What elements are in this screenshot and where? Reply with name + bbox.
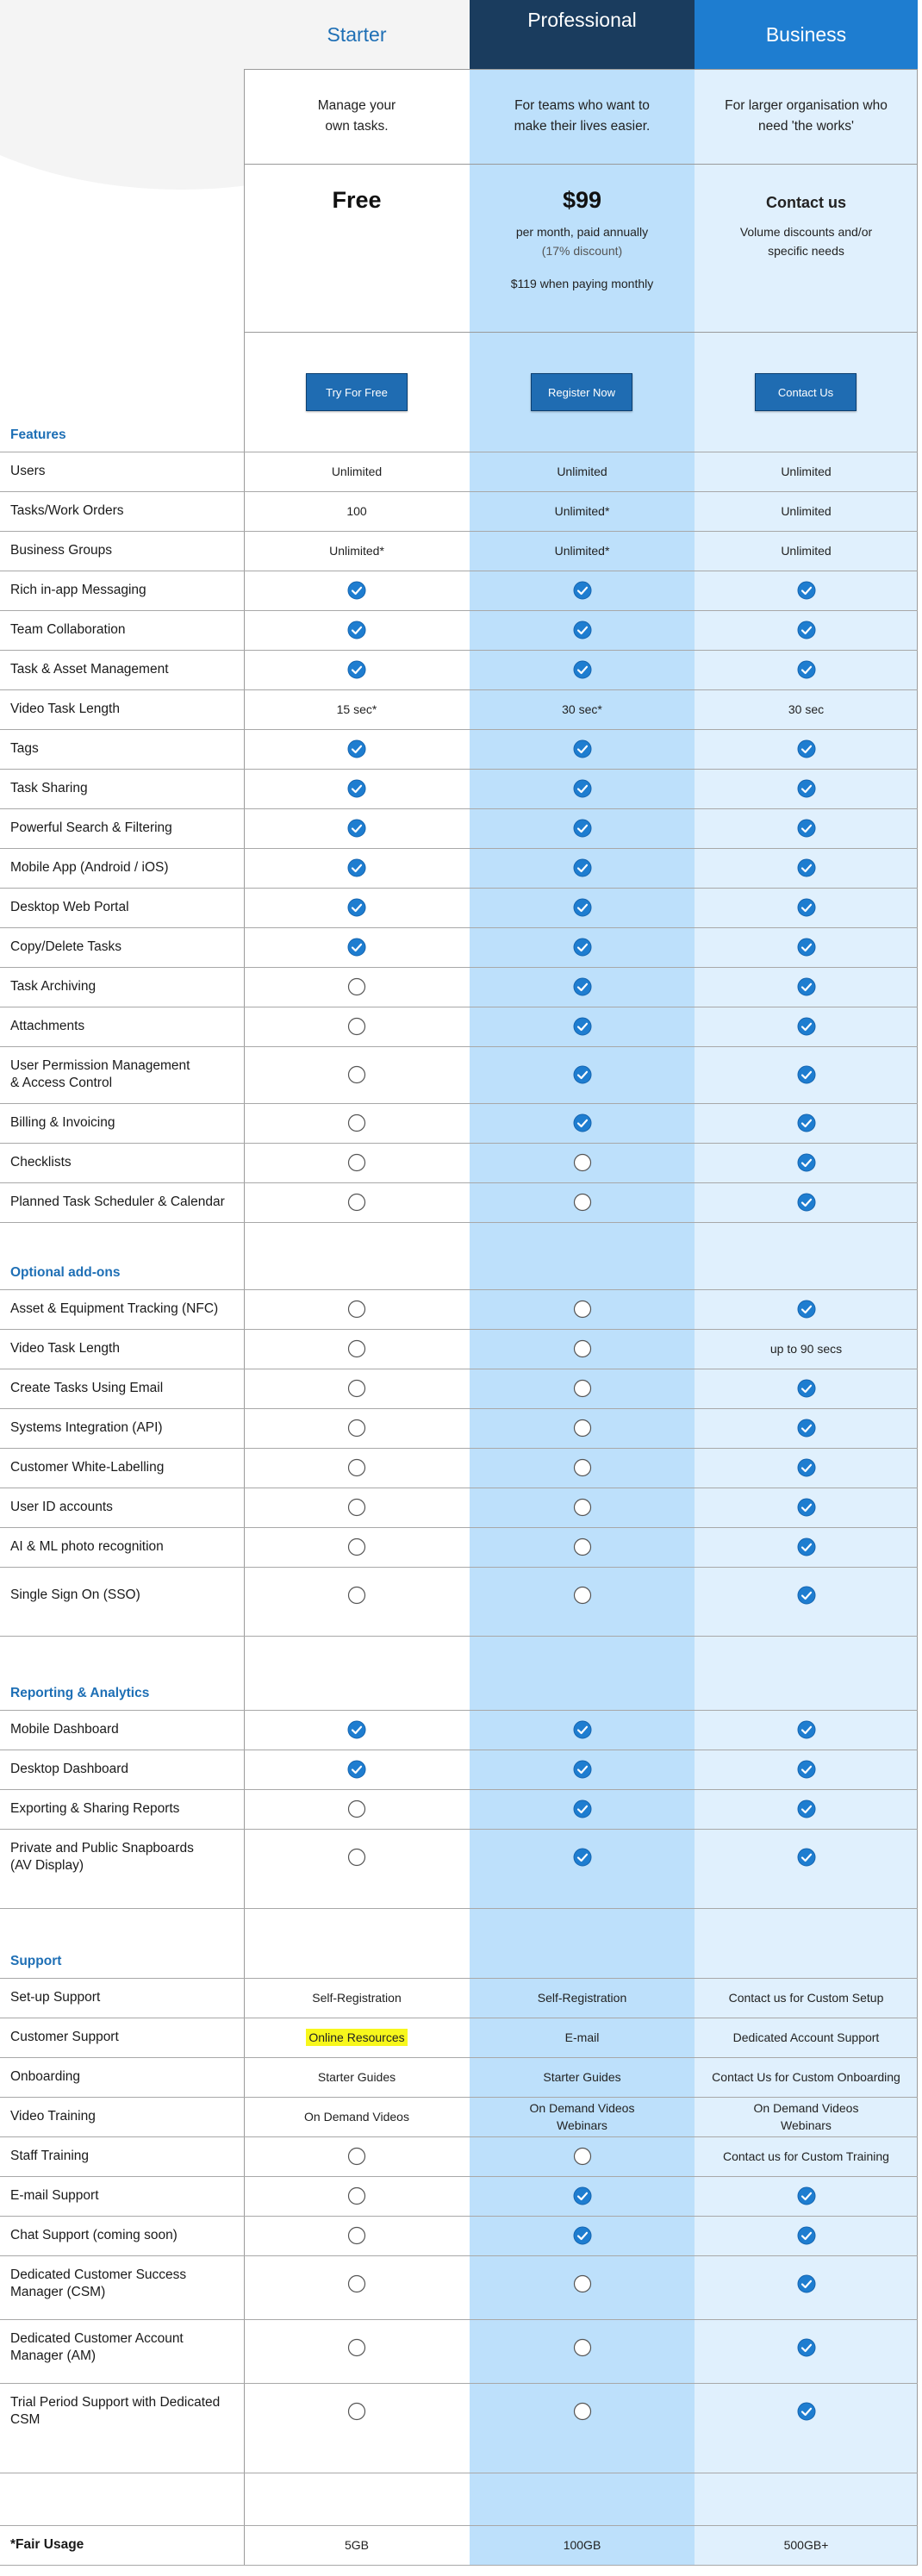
check-icon xyxy=(244,848,470,888)
check-icon xyxy=(695,2319,918,2376)
check-icon xyxy=(244,650,470,689)
check-icon xyxy=(244,610,470,650)
empty-circle-icon xyxy=(244,1448,470,1488)
empty-circle-icon xyxy=(244,2383,470,2440)
feature-label: User Permission Management & Access Control xyxy=(10,1058,190,1090)
empty-circle-icon xyxy=(244,1369,470,1408)
feature-label: AI & ML photo recognition xyxy=(10,1539,164,1554)
check-icon xyxy=(695,927,918,967)
check-icon xyxy=(695,1046,918,1103)
fair-usage-label: *Fair Usage xyxy=(10,2537,84,2552)
check-icon xyxy=(695,1789,918,1829)
feature-label: Exporting & Sharing Reports xyxy=(10,1801,180,1816)
empty-circle-icon xyxy=(470,1329,695,1369)
feature-label: Task Archiving xyxy=(10,979,97,994)
check-icon xyxy=(695,1182,918,1222)
feature-label: Task Sharing xyxy=(10,781,88,795)
feature-label: Business Groups xyxy=(10,543,113,558)
check-icon xyxy=(244,1710,470,1750)
plan-name-professional: Professional xyxy=(470,0,695,69)
feature-label: Trial Period Support with Dedicated CSM xyxy=(10,2395,221,2427)
price-starter: Free xyxy=(332,187,382,213)
check-icon xyxy=(470,1710,695,1750)
empty-circle-icon xyxy=(244,1829,470,1886)
check-icon xyxy=(695,1007,918,1046)
check-icon xyxy=(695,2255,918,2312)
row-divider xyxy=(0,1222,918,1223)
check-icon xyxy=(695,729,918,769)
empty-circle-icon xyxy=(244,967,470,1007)
check-icon xyxy=(244,808,470,848)
empty-circle-icon xyxy=(470,2255,695,2312)
feature-label: Private and Public Snapboards (AV Display) xyxy=(10,1841,194,1873)
cell-value: On Demand Videos Webinars xyxy=(529,2101,635,2132)
cell-value: 100 xyxy=(346,504,367,518)
cell-value: Self-Registration xyxy=(312,1991,402,2005)
check-icon xyxy=(695,1143,918,1182)
check-icon xyxy=(470,769,695,808)
divider xyxy=(244,164,918,165)
price-business-note-1: Volume discounts and/or xyxy=(739,225,873,239)
feature-label: Task & Asset Management xyxy=(10,662,169,677)
feature-label: Tags xyxy=(10,741,39,756)
feature-label: Copy/Delete Tasks xyxy=(10,939,121,954)
feature-label: Billing & Invoicing xyxy=(10,1115,115,1130)
check-icon xyxy=(695,1369,918,1408)
check-icon xyxy=(470,610,695,650)
feature-label: User ID accounts xyxy=(10,1500,113,1514)
empty-circle-icon xyxy=(244,1527,470,1567)
check-icon xyxy=(470,729,695,769)
empty-circle-icon xyxy=(470,2383,695,2440)
empty-circle-icon xyxy=(470,1182,695,1222)
feature-label: Chat Support (coming soon) xyxy=(10,2228,178,2242)
cell-value: Unlimited xyxy=(781,544,832,558)
cell-value: Contact Us for Custom Onboarding xyxy=(712,2070,900,2084)
contact-us-button[interactable]: Contact Us xyxy=(755,373,857,411)
empty-circle-icon xyxy=(244,1046,470,1103)
cell-value: 15 sec* xyxy=(336,702,377,716)
plan-description-professional: For teams who want to make their lives easier. xyxy=(514,98,651,134)
check-icon xyxy=(695,769,918,808)
empty-circle-icon xyxy=(470,1567,695,1624)
empty-circle-icon xyxy=(244,1182,470,1222)
price-monthly-note: $119 when paying monthly xyxy=(510,277,654,290)
cell-value: Unlimited xyxy=(331,465,383,478)
empty-circle-icon xyxy=(244,1143,470,1182)
feature-label: Video Task Length xyxy=(10,1341,120,1356)
check-icon xyxy=(695,1567,918,1624)
check-icon xyxy=(695,888,918,927)
check-icon xyxy=(470,1829,695,1886)
feature-label: Mobile Dashboard xyxy=(10,1722,119,1737)
cell-value: 30 sec xyxy=(788,702,825,716)
feature-label: Powerful Search & Filtering xyxy=(10,820,172,835)
check-icon xyxy=(244,729,470,769)
check-icon xyxy=(244,571,470,610)
cell-value: Unlimited xyxy=(557,465,607,478)
plan-description-business: For larger organisation who need 'the works' xyxy=(725,98,888,134)
cell-value: Starter Guides xyxy=(317,2070,396,2084)
feature-label: Video Task Length xyxy=(10,702,120,716)
check-icon xyxy=(470,1789,695,1829)
check-icon xyxy=(695,848,918,888)
check-icon xyxy=(470,1103,695,1143)
divider xyxy=(244,332,918,333)
empty-circle-icon xyxy=(244,1488,470,1527)
check-icon xyxy=(695,571,918,610)
empty-circle-icon xyxy=(244,2136,470,2176)
try-for-free-button[interactable]: Try For Free xyxy=(306,373,408,411)
check-icon xyxy=(470,2176,695,2216)
feature-label: Set-up Support xyxy=(10,1990,101,2005)
feature-label: Onboarding xyxy=(10,2069,81,2084)
feature-label: Dedicated Customer Success Manager (CSM) xyxy=(10,2267,187,2299)
feature-label: E-mail Support xyxy=(10,2188,99,2203)
check-icon xyxy=(695,1488,918,1527)
price-professional: $99 xyxy=(562,187,602,213)
check-icon xyxy=(695,808,918,848)
feature-label: Create Tasks Using Email xyxy=(10,1381,164,1395)
feature-label: Asset & Equipment Tracking (NFC) xyxy=(10,1301,219,1316)
check-icon xyxy=(695,2176,918,2216)
feature-label: Checklists xyxy=(10,1155,72,1169)
feature-label: Mobile App (Android / iOS) xyxy=(10,860,169,875)
cell-value: Contact us for Custom Training xyxy=(723,2149,889,2163)
cell-value: Unlimited* xyxy=(554,544,610,558)
check-icon xyxy=(244,927,470,967)
price-business-note-2: specific needs xyxy=(768,244,844,258)
empty-circle-icon xyxy=(244,1567,470,1624)
check-icon xyxy=(695,1408,918,1448)
fair-usage-value: 500GB+ xyxy=(783,2538,829,2552)
check-icon xyxy=(695,650,918,689)
cell-value: Unlimited xyxy=(781,465,832,478)
feature-label: Staff Training xyxy=(10,2149,90,2163)
section-heading: Features xyxy=(10,427,66,442)
feature-label: Customer Support xyxy=(10,2030,119,2044)
feature-label: Team Collaboration xyxy=(10,622,126,637)
row-divider xyxy=(0,1908,918,1909)
check-icon xyxy=(695,2383,918,2440)
cell-value: Unlimited* xyxy=(329,544,384,558)
empty-circle-icon xyxy=(244,1408,470,1448)
check-icon xyxy=(470,1007,695,1046)
cell-value: On Demand Videos Webinars xyxy=(753,2101,859,2132)
check-icon xyxy=(695,1710,918,1750)
plan-description-starter: Manage your own tasks. xyxy=(317,98,396,134)
price-business: Contact us xyxy=(765,194,846,211)
empty-circle-icon xyxy=(244,2255,470,2312)
section-heading: Support xyxy=(10,1954,62,1968)
check-icon xyxy=(470,1750,695,1789)
price-billing-note: per month, paid annually xyxy=(515,225,649,239)
section-heading: Reporting & Analytics xyxy=(10,1686,150,1700)
feature-label: Dedicated Customer Account Manager (AM) xyxy=(10,2331,184,2363)
cell-value: Unlimited* xyxy=(554,504,610,518)
feature-label: Desktop Web Portal xyxy=(10,900,129,914)
feature-label: Attachments xyxy=(10,1019,85,1033)
check-icon xyxy=(470,927,695,967)
empty-circle-icon xyxy=(244,1103,470,1143)
check-icon xyxy=(244,769,470,808)
check-icon xyxy=(470,967,695,1007)
empty-circle-icon xyxy=(470,1448,695,1488)
feature-label: Single Sign On (SSO) xyxy=(10,1587,140,1602)
empty-circle-icon xyxy=(244,2216,470,2255)
check-icon xyxy=(244,888,470,927)
cell-value: up to 90 secs xyxy=(769,1342,843,1356)
feature-label: Video Training xyxy=(10,2109,96,2124)
check-icon xyxy=(695,967,918,1007)
empty-circle-icon xyxy=(470,2319,695,2376)
empty-circle-icon xyxy=(470,1143,695,1182)
check-icon xyxy=(470,571,695,610)
feature-label: Rich in-app Messaging xyxy=(10,583,146,597)
cell-value: Starter Guides xyxy=(543,2070,621,2084)
check-icon xyxy=(695,1750,918,1789)
price-discount-note: (17% discount) xyxy=(541,244,623,258)
empty-circle-icon xyxy=(470,2136,695,2176)
cell-value: Self-Registration xyxy=(537,1991,627,2005)
check-icon xyxy=(470,1046,695,1103)
check-icon xyxy=(470,2216,695,2255)
check-icon xyxy=(695,610,918,650)
feature-label: Desktop Dashboard xyxy=(10,1762,128,1776)
check-icon xyxy=(695,1289,918,1329)
empty-circle-icon xyxy=(470,1527,695,1567)
cell-value: Unlimited xyxy=(781,504,832,518)
plan-name-business: Business xyxy=(695,0,918,69)
plan-name-starter: Starter xyxy=(327,22,387,46)
check-icon xyxy=(244,1750,470,1789)
empty-circle-icon xyxy=(244,2319,470,2376)
empty-circle-icon xyxy=(470,1289,695,1329)
cell-value: On Demand Videos xyxy=(304,2110,409,2124)
feature-label: Customer White-Labelling xyxy=(10,1460,165,1475)
empty-circle-icon xyxy=(470,1369,695,1408)
cell-value: 30 sec* xyxy=(562,702,602,716)
row-divider xyxy=(0,1636,918,1637)
check-icon xyxy=(470,650,695,689)
empty-circle-icon xyxy=(244,1007,470,1046)
feature-label: Tasks/Work Orders xyxy=(10,503,124,518)
fair-usage-value: 100GB xyxy=(563,2538,601,2552)
feature-label: Planned Task Scheduler & Calendar xyxy=(10,1194,225,1209)
check-icon xyxy=(695,1829,918,1886)
check-icon xyxy=(470,808,695,848)
fair-usage-value: 5GB xyxy=(344,2538,369,2552)
cell-value: E-mail xyxy=(564,2030,600,2044)
check-icon xyxy=(470,848,695,888)
register-now-button[interactable]: Register Now xyxy=(531,373,632,411)
empty-circle-icon xyxy=(470,1488,695,1527)
empty-circle-icon xyxy=(244,1789,470,1829)
check-icon xyxy=(695,2216,918,2255)
cell-value: Contact us for Custom Setup xyxy=(728,1991,884,2005)
empty-circle-icon xyxy=(470,1408,695,1448)
empty-circle-icon xyxy=(244,1329,470,1369)
check-icon xyxy=(695,1527,918,1567)
section-heading: Optional add-ons xyxy=(10,1265,121,1280)
check-icon xyxy=(695,1103,918,1143)
feature-label: Users xyxy=(10,464,46,478)
check-icon xyxy=(470,888,695,927)
check-icon xyxy=(695,1448,918,1488)
row-divider xyxy=(0,2565,918,2566)
cell-value: Dedicated Account Support xyxy=(732,2030,880,2044)
feature-label: Systems Integration (API) xyxy=(10,1420,163,1435)
empty-circle-icon xyxy=(244,1289,470,1329)
empty-circle-icon xyxy=(244,2176,470,2216)
cell-value: Online Resources xyxy=(244,2018,470,2057)
